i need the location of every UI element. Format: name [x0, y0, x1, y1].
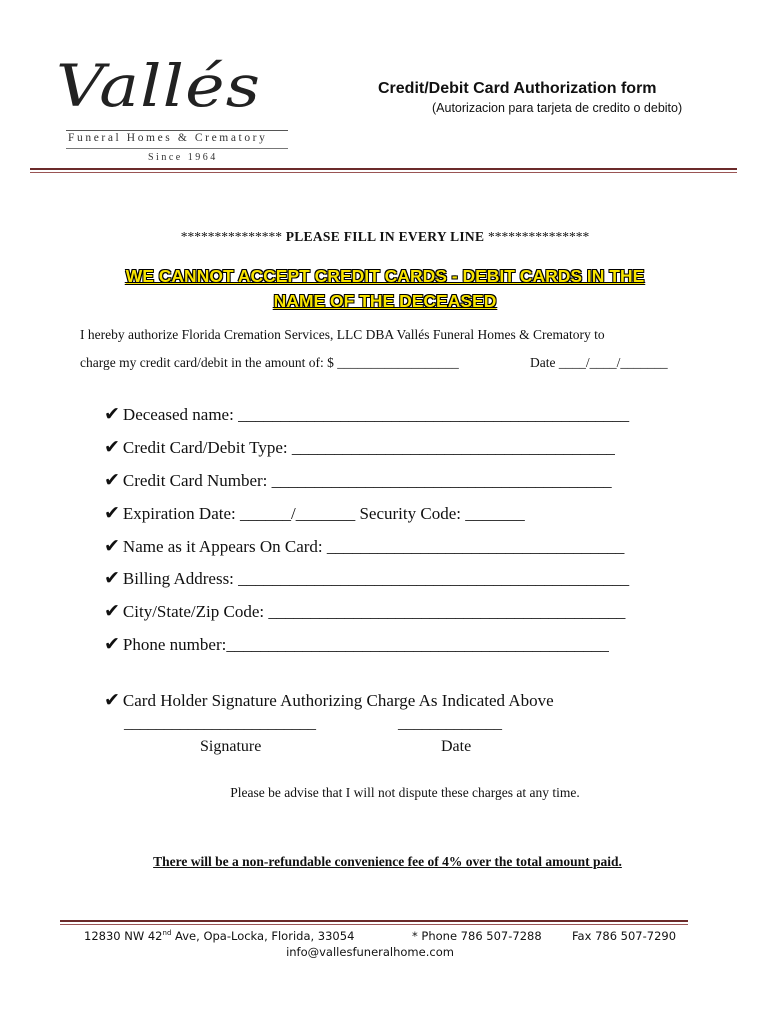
card-number-field[interactable] — [104, 469, 612, 491]
field-label: Deceased name: ______________________________________________ — [122, 405, 630, 424]
logo-since: Since 1964 — [148, 152, 218, 163]
deceased-name-field[interactable] — [104, 403, 629, 425]
footer-rule — [60, 920, 688, 922]
check-icon: ✔ — [104, 502, 120, 524]
form-title: Credit/Debit Card Authorization form — [378, 80, 657, 97]
authorization-line-1: I hereby authorize Florida Cremation Services, LLC DBA Vallés Funeral Homes & Crematory to — [80, 327, 605, 342]
fill-every-line-notice — [0, 229, 770, 245]
footer-rule-thin — [60, 924, 688, 925]
phone-number-field[interactable] — [104, 633, 609, 655]
company-logo — [52, 52, 302, 168]
warning-line-2: NAME OF THE DECEASED — [273, 291, 497, 311]
form-subtitle: (Autorizacion para tarjeta de credito o debito) — [432, 101, 683, 115]
field-label: Phone number:_____________________________________________ — [122, 635, 609, 654]
address-pre: 12830 NW 42 — [84, 929, 163, 943]
authorization-amount[interactable]: charge my credit card/debit in the amount of: $ __________________ — [80, 355, 459, 370]
stars-right: *************** — [487, 229, 590, 244]
signature-label: Signature — [200, 738, 262, 755]
check-icon: ✔ — [104, 403, 120, 425]
card-type-field[interactable] — [104, 436, 615, 458]
check-icon: ✔ — [104, 633, 120, 655]
logo-divider — [66, 130, 288, 131]
field-label: Name as it Appears On Card: ___________________________________ — [122, 537, 625, 556]
footer-fax: Fax 786 507-7290 — [572, 929, 677, 943]
name-on-card-field[interactable] — [104, 535, 624, 557]
field-label: City/State/Zip Code: __________________________________________ — [122, 602, 626, 621]
signature-line[interactable]: ________________________ — [124, 715, 316, 732]
footer-email[interactable]: info@vallesfuneralhome.com — [286, 945, 454, 959]
card-holder-signature-heading — [104, 689, 554, 711]
date-label: Date — [441, 738, 472, 755]
header-rule — [30, 168, 737, 170]
city-state-zip-field[interactable] — [104, 600, 625, 622]
check-icon: ✔ — [104, 600, 120, 622]
logo-subtitle: Funeral Homes & Crematory — [68, 132, 268, 144]
check-icon: ✔ — [104, 689, 120, 711]
billing-address-field[interactable] — [104, 567, 629, 589]
field-label: Credit Card Number: ________________________________________ — [122, 471, 612, 490]
notice-text: PLEASE FILL IN EVERY LINE — [285, 229, 485, 244]
address-ordinal: nd — [162, 929, 172, 938]
field-label: Credit Card/Debit Type: ______________________________________ — [122, 438, 615, 457]
signature-date-line[interactable]: _____________ — [398, 715, 502, 732]
field-label: Card Holder Signature Authorizing Charge As Indicated Above — [122, 691, 554, 710]
header-rule-thin — [30, 172, 737, 173]
check-icon: ✔ — [104, 535, 120, 557]
authorization-date[interactable]: Date ____/____/_______ — [530, 355, 668, 370]
warning-line-1: WE CANNOT ACCEPT CREDIT CARDS - DEBIT CARDS IN THE — [125, 266, 645, 286]
logo-script: Vallés — [56, 52, 262, 120]
address-post: Ave, Opa-Locka, Florida, 33054 — [171, 929, 355, 943]
check-icon: ✔ — [104, 436, 120, 458]
check-icon: ✔ — [104, 567, 120, 589]
check-icon: ✔ — [104, 469, 120, 491]
footer-phone: * Phone 786 507-7288 — [412, 929, 542, 943]
convenience-fee-notice: There will be a non-refundable convenience fee of 4% over the total amount paid. — [153, 854, 622, 869]
stars-left: *************** — [180, 229, 283, 244]
field-label: Billing Address: ______________________________________________ — [122, 569, 630, 588]
field-label: Expiration Date: ______/_______ Security Code: _______ — [122, 504, 525, 523]
expiration-security-field[interactable] — [104, 502, 525, 524]
footer-address — [84, 929, 354, 943]
dispute-notice: Please be advise that I will not dispute these charges at any time. — [230, 785, 580, 800]
logo-divider-lower — [66, 148, 288, 149]
